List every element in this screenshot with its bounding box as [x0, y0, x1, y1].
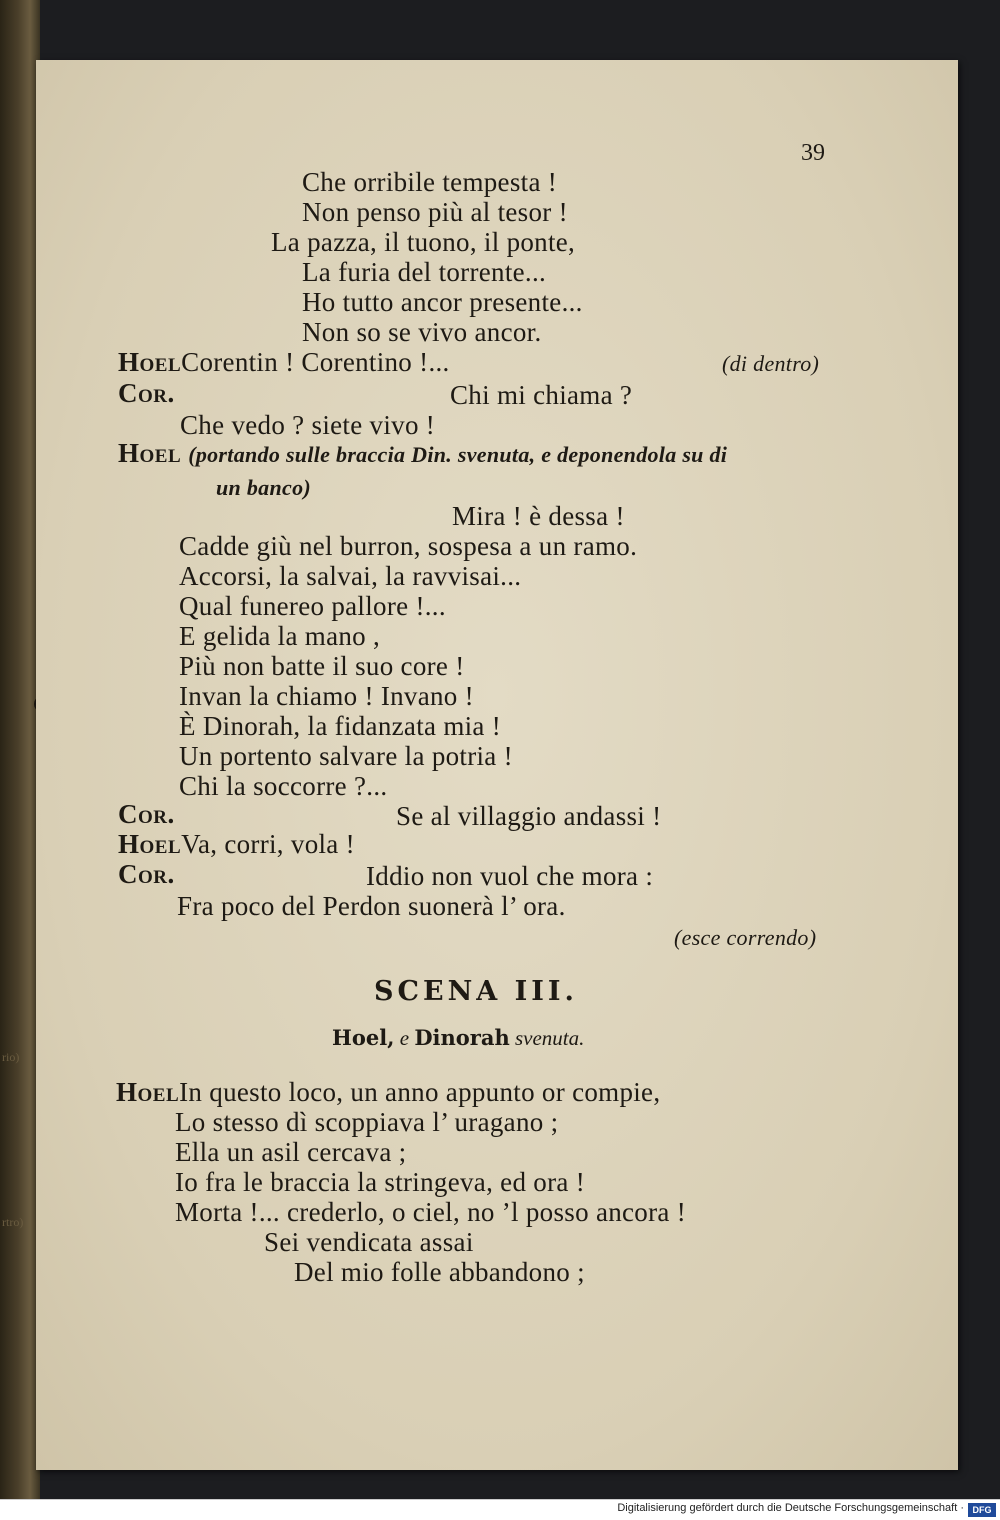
stage-direction: (portando sulle braccia Din. svenuta, e deponendola su di — [188, 442, 728, 467]
stage-direction: (esce correndo) — [674, 925, 817, 950]
verse-line: La furia del torrente... — [302, 257, 547, 287]
dfg-logo: DFG — [968, 1503, 996, 1517]
scene-title: SCENA III. — [374, 976, 578, 1007]
dialogue-line — [118, 829, 355, 859]
verse-line: Iddio non vuol che mora : — [366, 861, 654, 891]
verse-line: Io fra le braccia la stringeva, ed ora ! — [175, 1167, 586, 1197]
margin-fragment: rtro) — [2, 1215, 24, 1229]
speaker-name: Cor. — [118, 378, 175, 408]
verse-line: Ella un asil cercava ; — [175, 1137, 407, 1167]
verse-line: Chi la soccorre ?... — [179, 771, 388, 801]
verse-line: Mira ! è dessa ! — [452, 501, 625, 531]
verse-line: Un portento salvare la potria ! — [179, 741, 513, 771]
dialogue-line — [118, 438, 727, 470]
verse-line: La pazza, il tuono, il ponte, — [271, 227, 576, 257]
digitization-footer — [0, 1499, 1000, 1520]
page-number: 39 — [801, 140, 825, 166]
verse-line: Lo stesso dì scoppiava l’ uragano ; — [175, 1107, 559, 1137]
speaker-name: Hoel — [118, 829, 182, 859]
verse-line: Se al villaggio andassi ! — [396, 801, 662, 831]
funding-credit: Digitalisierung gefördert durch die Deutsche Forschungsgemeinschaft · — [617, 1502, 964, 1514]
conjunction: e — [399, 1026, 410, 1050]
verse-line: Non so se vivo ancor. — [302, 317, 542, 347]
speaker-name: Cor. — [118, 859, 175, 889]
line-text: Corentin ! Corentino !... — [181, 347, 450, 377]
margin-fragment: rio) — [2, 1050, 20, 1064]
verse-line: Chi mi chiama ? — [450, 380, 633, 410]
verse-line: Più non batte il suo core ! — [179, 651, 465, 681]
verse-line: Del mio folle abbandono ; — [294, 1257, 585, 1287]
speaker-name: Hoel — [118, 347, 182, 377]
verse-line: Fra poco del Perdon suonerà l’ ora. — [177, 891, 566, 921]
verse-line: Che vedo ? siete vivo ! — [180, 410, 436, 440]
book-page — [36, 60, 958, 1470]
verse-line: Morta !... crederlo, o ciel, no ’l posso ancora ! — [175, 1197, 687, 1227]
book-spine-edge — [0, 0, 40, 1500]
scene-characters — [332, 1025, 584, 1051]
verse-line: È Dinorah, la fidanzata mia ! — [179, 711, 502, 741]
character-state: svenuta. — [514, 1026, 585, 1050]
verse-line: Non penso più al tesor ! — [302, 197, 568, 227]
verse-line: Qual funereo pallore !... — [179, 591, 446, 621]
stage-direction-cont: un banco) — [216, 475, 311, 500]
verse-line: Sei vendicata assai — [264, 1227, 474, 1257]
line-text: Va, corri, vola ! — [181, 829, 355, 859]
dialogue-line — [116, 1077, 660, 1107]
speaker-name: Cor. — [118, 799, 175, 829]
verse-line: Accorsi, la salvai, la ravvisai... — [179, 561, 522, 591]
verse-line: Invan la chiamo ! Invano ! — [179, 681, 474, 711]
character-name: Dinorah — [414, 1025, 510, 1050]
dialogue-line — [118, 347, 450, 377]
stage-direction: (di dentro) — [722, 351, 820, 376]
speaker-name: Hoel — [116, 1077, 180, 1107]
verse-line: Cadde giù nel burron, sospesa a un ramo. — [179, 531, 638, 561]
verse-line: Ho tutto ancor presente... — [302, 287, 583, 317]
character-name: Hoel, — [332, 1025, 395, 1050]
verse-line: Che orribile tempesta ! — [302, 167, 558, 197]
verse-line: E gelida la mano , — [179, 621, 381, 651]
line-text: In questo loco, un anno appunto or compie, — [179, 1077, 661, 1107]
speaker-name: Hoel — [118, 438, 182, 468]
